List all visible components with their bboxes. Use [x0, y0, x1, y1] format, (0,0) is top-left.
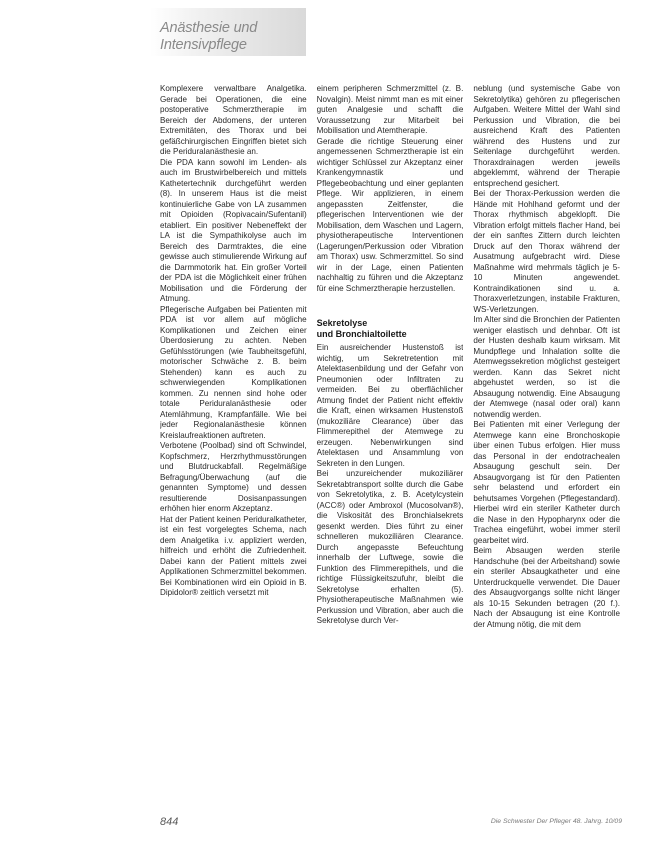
paragraph: Beim Absaugen werden sterile Handschuhe (bei der Arbeitshand) sowie ein steriler Absaugkatheter und eine Unterdruckquelle verwendet. Die Dauer des Absaugvorgangs sollte nicht länger als 10-15 Sekunden betragen (20 f.). Nach der Absaugung ist eine Kontrolle der Atmung nötig, die mit dem — [473, 546, 621, 629]
article-body — [160, 84, 620, 812]
paragraph: Bei der Thorax-Perkussion werden die Hände mit Hohlhand geformt und der Thorax rhythmisch abgeklopft. Die Vibration erfolgt mittels flacher Hand, bei der ein sanftes Zittern durch leichten Druck auf den Thorax während der Ausatmung aufgebracht wird. Diese Maßnahme wird mehrmals täglich je 5-10 Minuten angewendet. Kontraindikationen sind u. a. Thoraxverletzungen, instabile Frakturen, WS-Verletzungen. — [473, 189, 621, 314]
section-spacer — [317, 294, 464, 318]
paragraph: Gerade die richtige Steuerung einer angemessenen Schmerztherapie ist ein wichtiger Schlüssel zur Akzeptanz einer Krankengymnastik und Pflegebeobachtung und einer geplanten Pflege. Wir applizieren, in einem angepassten Zeitfenster, die pflegerischen Interventionen wie der Mobilisation, dem Waschen und Lagern, physiotherapeutische Interventionen (Lagerungen/Perkussion oder Vibration am Thorax) usw. Schmerzmittel. So sind wir in der Lage, einen Patienten nachhaltig zu führen und die Akzeptanz für eine Schmerztherapie herzustellen. — [316, 136, 464, 293]
section-heading-line-2: und Bronchialtoilette — [316, 329, 407, 339]
paragraph: Verbotene (Poolbad) sind oft Schwindel, Kopfschmerz, Herzrhythmusstörungen und Blutdruckabfall. Regelmäßige Befragung/Überwachung (auf die genannten Symptome) und dessen resultierende Dosisanpassungen erhöhen hier enorm Akzeptanz. — [160, 441, 307, 513]
journal-footer: Die Schwester Der Pfleger 48. Jahrg. 10/09 — [490, 818, 622, 825]
paragraph: Hat der Patient keinen Periduralkatheter, ist ein fest vorgelegtes Schema, nach dem Analgetika i.v. appliziert werden, hilfreich und erhöht die Zufriedenheit. Dabei kann der Patient mittels zwei Applikationen Schmerzmittel bekommen. Bei Kombinationen wird ein Opioid in B. Dipidolor® zeitlich versetzt mit — [160, 514, 307, 597]
column-right — [473, 84, 620, 812]
paragraph: Ein ausreichender Hustenstoß ist wichtig, um Sekretretention mit Atelektasenbildung und der Gefahr von Pneumonien oder Infiltraten zu vermeiden. Bei zu oberflächlicher Atmung findet der Patient nicht effektiv die Kraft, einen wirksamen Hustenstoß (mukoziliäre Clearance) über das Flimmerepithel der Atemwege zu erzeugen. Nebenwirkungen sind Atelektasen und Ansammlung von Sekreten in den Lungen. — [316, 343, 464, 468]
paragraph: Bei unzureichender mukoziliärer Sekretabtransport sollte durch die Gabe von Sekretolytika, z. B. Acetylcystein (ACC®) oder Ambroxol (Mucosolvan®), die Viskosität des Bronchialsekrets gesenkt werden. Dies führt zu einer schnelleren mukoziliären Clearance. Durch angepasste Befeuchtung innerhalb der Luftwege, sowie die Funktion des Flimmerepithels, und die richtige Flüssigkeitszufuhr, bleibt die Sekretolyse erhalten (5). Physiotherapeutische Maßnahmen wie Perkussion und Vibration, aber auch die Sekretolyse durch Ver- — [316, 469, 464, 625]
section-heading-line-1: Sekretolyse — [316, 318, 368, 328]
paragraph: Im Alter sind die Bronchien der Patienten weniger elastisch und dehnbar. Oft ist der Husten deshalb kaum wirksam. Mit Mundpflege und Inhalation sollte die Atemwegssekretion möglichst gesteigert werden. Kann das Sekret nicht abgehustet werden, so ist die Absaugung notwendig. Eine Absaugung der Atemwege (nasal oder oral) kann notwendig werden. — [473, 315, 621, 419]
paragraph: neblung (und systemische Gabe von Sekretolytika) gehören zu pflegerischen Aufgaben. Weitere Mittel der Wahl sind Perkussion und Vibration, die bei ausreichend Kraft des Patienten während des Hustens und zur Seitenlage durchgeführt werden. Thoraxdrainagen werden jeweils abgeklemmt, während der Therapie entsprechend gesichert. — [473, 84, 621, 188]
paragraph: Pflegerische Aufgaben bei Patienten mit PDA ist vor allem auf mögliche Komplikationen und Zeichen einer Überdosierung zu achten. Neben Gefühlsstörungen (wie Taubheitsgefühl, motorischer Schwäche z. B. beim Stehenden) kann es auch zu schwerwiegenden Komplikationen kommen. Zu nennen sind hohe oder totale Periduralanästhesie oder Atemlähmung, Krampfanfälle. Wie bei jeder Regionalanästhesie können Kreislaufreaktionen auftreten. — [160, 304, 307, 440]
column-middle — [317, 84, 464, 812]
section-title-line-1: Anästhesie und — [160, 20, 258, 36]
section-title-line-2: Intensivpflege — [160, 37, 247, 53]
paragraph: Die PDA kann sowohl im Lenden- als auch im Brustwirbelbereich und mittels Kathetertechnik durchgeführt werden (8). In unserem Haus ist die meist kontinuierliche Gabe von LA zusammen mit Opioiden (Ropivacain/Sufentanil) etabliert. Ein positiver Nebeneffekt der LA ist die Sympathikolyse auch im Bereich des Darmtraktes, die eine gewisse auch stimulierende Wirkung auf die Darmmotorik hat. Ein großer Vorteil der PDA ist die Möglichkeit einer frühen Mobilisation und die Förderung der Atmung. — [160, 157, 307, 303]
section-title — [160, 20, 310, 54]
paragraph: Bei Patienten mit einer Verlegung der Atemwege kann eine Bronchoskopie über einen Tubus erfolgen. Hier muss das Personal in der endotrachealen Absaugung geschult sein. Der Absaugvorgang ist für den Patienten sehr belastend und erfordert ein behutsames Vorgehen (Pflegestandard). Hierbei wird ein steriler Katheter durch die Nase in den Hypopharynx oder die Trachea eingeführt, wobei immer steril gearbeitet wird. — [473, 420, 621, 545]
paragraph: Komplexere verwaltbare Analgetika. Gerade bei Operationen, die eine postoperative Schmerztherapie im Bereich der Abdomens, der unteren Extremitäten, des Thorax und bei gefäßchirurgischen Eingriffen bietet sich die Periduralanästhesie an. — [160, 84, 307, 156]
column-left — [160, 84, 307, 812]
paragraph: einem peripheren Schmerzmittel (z. B. Novalgin). Meist nimmt man es mit einer guten Analgesie und schafft die Voraussetzung zur Mitarbeit bei Mobilisation und Atemtherapie. — [316, 84, 464, 135]
page-number: 844 — [160, 816, 179, 828]
section-heading — [317, 318, 464, 340]
